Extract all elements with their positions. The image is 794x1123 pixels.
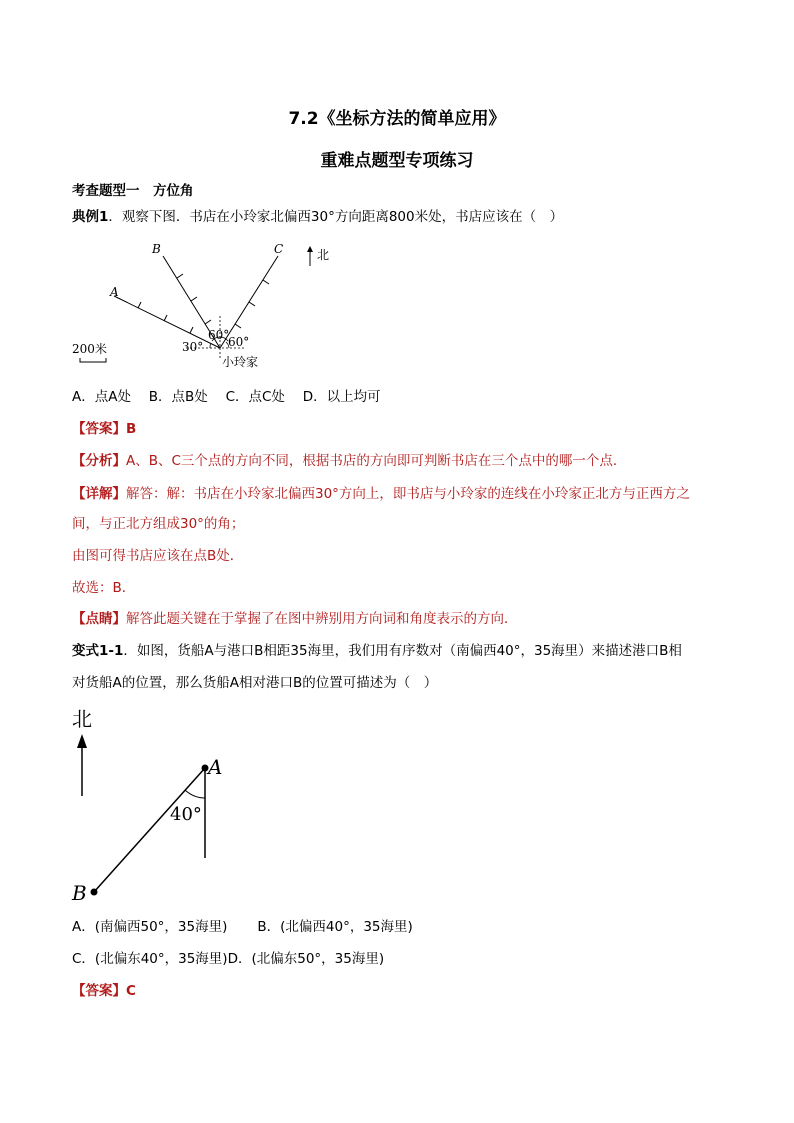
label-b-2: B <box>72 881 87 904</box>
example1-question <box>72 207 563 227</box>
variant1-question-line2: 对货船A的位置，那么货船A相对港口B的位置可描述为（ ） <box>72 675 438 691</box>
variant1-question-line1 <box>72 641 682 661</box>
home-label: 小玲家 <box>222 355 259 369</box>
page-subtitle: 重难点题型专项练习 <box>320 151 474 171</box>
north-label-2: 北 <box>72 707 92 731</box>
variant1-answer-value: C <box>126 983 136 999</box>
example1-prefix: 典例1 <box>72 209 109 225</box>
variant1-option-a: A．(南偏西50°，35海里) <box>72 919 228 935</box>
angle-arc-40 <box>185 790 205 798</box>
angle-label-40: 40° <box>170 804 202 825</box>
variant1-option-d: D．(北偏东50°，35海里) <box>227 951 385 967</box>
ray-a-ticks <box>138 302 193 333</box>
analysis-text: A、B、C三个点的方向不同，根据书店的方向即可判断书店在三个点中的哪一个点． <box>126 453 627 469</box>
variant1-figure <box>64 704 254 904</box>
segment-ab <box>94 768 205 892</box>
north-label: 北 <box>317 248 330 262</box>
variant1-prefix: 变式1-1 <box>72 643 124 659</box>
variant1-options-row2 <box>72 949 384 969</box>
variant1-option-c: C．(北偏东40°，35海里) <box>72 951 228 967</box>
ray-c-ticks <box>235 280 269 328</box>
example1-answer <box>72 419 136 439</box>
example1-detail-line1 <box>72 484 690 504</box>
detail-tag: 【详解】 <box>72 486 126 502</box>
angle-label-60-right: 60° <box>228 335 250 349</box>
analysis-tag: 【分析】 <box>72 453 126 469</box>
answer-tag: 【答案】 <box>72 421 126 437</box>
angle-label-60-left: 60° <box>208 328 230 342</box>
point-b <box>91 889 98 896</box>
example1-detail-line2: 间，与正北方组成30°的角； <box>72 516 245 532</box>
comment-text: 解答此题关键在于掌握了在图中辨别用方向词和角度表示的方向． <box>126 611 518 627</box>
variant1-options-row1 <box>72 917 413 937</box>
detail-text-1: 解答：解：书店在小玲家北偏西30°方向上，即书店与小玲家的连线在小玲家正北方与正西方之 <box>126 486 690 502</box>
section-heading: 考查题型一 方位角 <box>72 183 194 199</box>
example1-figure <box>66 236 346 376</box>
variant1-answer <box>72 981 136 1001</box>
example1-options: A．点A处 B．点B处 C．点C处 D．以上均可 <box>72 389 381 405</box>
example1-analysis <box>72 451 626 471</box>
north-arrow-head-2 <box>77 734 87 748</box>
example1-question-text: ．观察下图．书店在小玲家北偏西30°方向距离800米处，书店应该在（ ） <box>108 209 564 225</box>
comment-tag: 【点睛】 <box>72 611 126 627</box>
variant1-answer-tag: 【答案】 <box>72 983 126 999</box>
page-title: 7.2《坐标方法的简单应用》 <box>288 109 506 129</box>
variant1-question-text-1: ．如图，货船A与港口B相距35海里，我们用有序数对（南偏西40°，35海里）来描述港口B相 <box>123 643 682 659</box>
label-a-2: A <box>208 755 223 779</box>
example1-comment <box>72 609 518 629</box>
scale-bar <box>80 358 106 362</box>
angle-arc-left <box>210 343 211 348</box>
label-b: B <box>152 242 161 256</box>
label-c: C <box>274 242 284 256</box>
label-a: A <box>110 285 119 299</box>
example1-detail-line4: 故选：B． <box>72 580 136 596</box>
north-arrow-head <box>307 246 313 252</box>
answer-value: B <box>126 421 137 437</box>
scale-label: 200米 <box>72 342 107 356</box>
variant1-option-b: B．(北偏西40°，35海里) <box>257 919 413 935</box>
ray-b-ticks <box>177 274 211 324</box>
example1-detail-line3: 由图可得书店应该在点B处． <box>72 548 244 564</box>
angle-label-30: 30° <box>182 340 204 354</box>
